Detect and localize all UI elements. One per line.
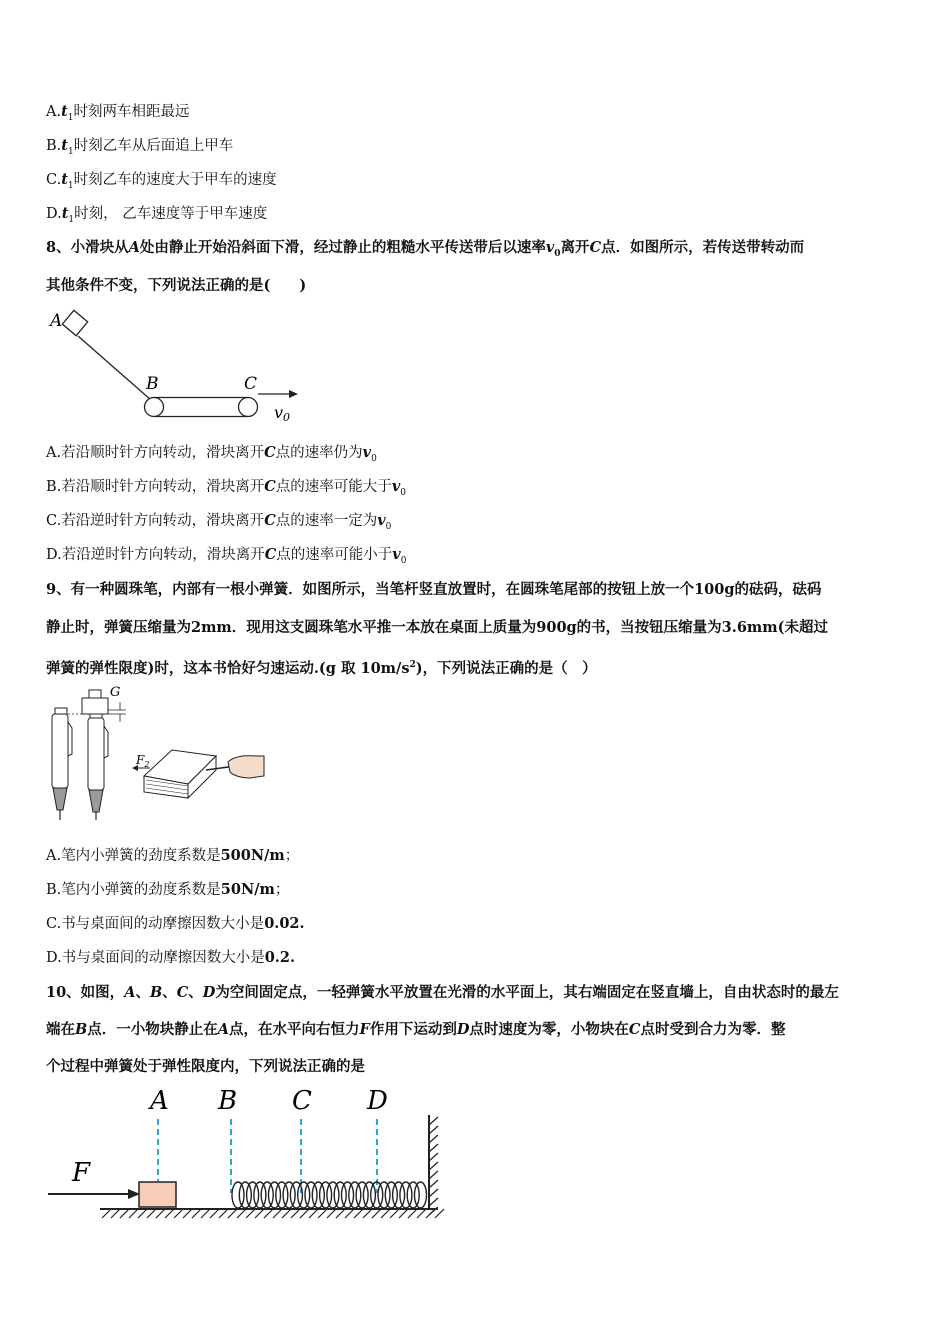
- point-d: D: [456, 1021, 470, 1038]
- label-a: A: [150, 1086, 169, 1116]
- spring-coil: [276, 1182, 288, 1208]
- ground-hatch-line: [273, 1209, 282, 1218]
- spring-coil: [356, 1182, 368, 1208]
- label-f: F: [72, 1158, 91, 1188]
- ground-hatch-line: [138, 1209, 147, 1218]
- option-letter: B.: [46, 882, 62, 898]
- wall-hatch-line: [429, 1153, 438, 1161]
- stem-text: 端在: [46, 1021, 75, 1038]
- stem-text: 点．如图所示，若传送带转动而: [601, 239, 805, 256]
- ground-hatch-line: [363, 1209, 372, 1218]
- ground-hatch-line: [156, 1209, 165, 1218]
- left-roller: [145, 398, 164, 417]
- label-b: B: [146, 374, 159, 394]
- option-text: 点的速率仍为: [275, 445, 363, 461]
- wall-hatch-line: [429, 1144, 438, 1152]
- option-value: 0.2.: [264, 949, 295, 966]
- option-text: 若沿逆时针方向转动，滑块离开: [61, 547, 265, 563]
- label-d: D: [367, 1086, 388, 1116]
- pen-right: [88, 714, 108, 820]
- stem-text: 10、如图，: [46, 984, 125, 1001]
- ground-hatch-line: [147, 1209, 156, 1218]
- spring-coil: [342, 1182, 354, 1208]
- stem-text: 其他条件不变，下列说法正确的是( ): [46, 277, 307, 294]
- point-c: C: [264, 546, 277, 563]
- q9-stem-line3: [46, 655, 597, 679]
- spring-coil: [385, 1182, 397, 1208]
- option-text: 点的速率一定为: [275, 513, 378, 529]
- spring-coil: [407, 1182, 419, 1208]
- label-f2: $F_2$: [136, 753, 150, 769]
- q10-stem-line2: [46, 1020, 785, 1040]
- option-letter: D.: [46, 547, 62, 563]
- stem-text: 9、有一种圆珠笔，内部有一根小弹簧．如图所示，当笔杆竖直放置时，在圆珠笔尾部的按钮上放一个100g的砝码，砝码: [46, 581, 822, 598]
- option-text: 点的速率可能小于: [276, 547, 393, 563]
- subscript: 0: [554, 248, 561, 259]
- variable-t: t: [61, 137, 68, 154]
- wall-hatch-line: [429, 1189, 438, 1197]
- ground-hatch-line: [435, 1209, 444, 1218]
- q8-conveyor-figure: [46, 308, 316, 428]
- ground-hatch-line: [372, 1209, 381, 1218]
- q7-option-a[interactable]: [46, 102, 190, 128]
- q9-option-a[interactable]: [46, 846, 299, 866]
- q7-option-c[interactable]: [46, 170, 277, 196]
- ground-hatch-line: [291, 1209, 300, 1218]
- option-letter: C.: [46, 172, 62, 188]
- spring-coil: [247, 1182, 259, 1208]
- q9-option-d[interactable]: [46, 948, 295, 968]
- spring-coil: [283, 1182, 295, 1208]
- subscript: 0: [385, 521, 392, 532]
- right-roller: [239, 398, 258, 417]
- spring-coil: [393, 1182, 405, 1208]
- stem-text: 处由静止开始沿斜面下滑，经过静止的粗糙水平传送带后以速率: [139, 239, 546, 256]
- force-arrow-head: [128, 1189, 140, 1199]
- stem-text: 点，在水平向右恒力: [229, 1021, 360, 1038]
- q9-stem-line2: [46, 618, 828, 638]
- spring-coil: [239, 1182, 251, 1208]
- q7-option-b[interactable]: [46, 136, 233, 162]
- option-value: 50N/m: [220, 881, 275, 898]
- variable-v: v: [377, 512, 386, 529]
- ground-hatch-line: [174, 1209, 183, 1218]
- point-a: A: [128, 239, 140, 256]
- label-v0: v0: [274, 403, 291, 424]
- q8-option-d[interactable]: [46, 545, 406, 571]
- spring-coil: [415, 1182, 427, 1208]
- wall-hatch-line: [429, 1180, 438, 1188]
- spring-coil: [261, 1182, 273, 1208]
- label-a: A: [50, 311, 63, 331]
- ground-hatch-line: [165, 1209, 174, 1218]
- option-text: 笔内小弹簧的劲度系数是: [61, 848, 221, 864]
- ground-hatch-line: [237, 1209, 246, 1218]
- subscript: 1: [67, 146, 74, 157]
- point-c: C: [264, 444, 276, 461]
- option-text: 若沿逆时针方向转动，滑块离开: [61, 513, 265, 529]
- option-text: 书与桌面间的动摩擦因数大小是: [61, 916, 265, 932]
- ground-hatch-line: [111, 1209, 120, 1218]
- label-c: C: [292, 1086, 312, 1116]
- ground-hatch-line: [309, 1209, 318, 1218]
- wall-hatch: [429, 1117, 438, 1215]
- option-text: 书与桌面间的动摩擦因数大小是: [61, 950, 265, 966]
- option-letter: D.: [46, 950, 62, 966]
- spring-coil: [334, 1182, 346, 1208]
- point-c: C: [264, 512, 276, 529]
- force-f: F: [359, 1021, 370, 1038]
- stem-text: 为空间固定点，一轻弹簧水平放置在光滑的水平面上，其右端固定在竖直墙上，自由状态时的最左: [215, 984, 839, 1001]
- ground-hatch-line: [390, 1209, 399, 1218]
- separator: 、: [162, 984, 177, 1001]
- option-tail: ；: [284, 848, 300, 864]
- subscript: 1: [68, 214, 75, 225]
- ground-hatch-line: [399, 1209, 408, 1218]
- spring-coil: [363, 1182, 375, 1208]
- q8-stem-line1: [46, 238, 804, 264]
- point-d: D: [202, 984, 216, 1001]
- option-text: 时刻乙车的速度大于甲车的速度: [73, 172, 277, 188]
- point-b: B: [75, 1021, 88, 1038]
- q10-stem-line1: [46, 983, 839, 1003]
- ground-hatch-line: [381, 1209, 390, 1218]
- option-letter: B.: [46, 479, 62, 495]
- ground-hatch-line: [417, 1209, 426, 1218]
- ground-hatch-line: [264, 1209, 273, 1218]
- wall-hatch-line: [429, 1135, 438, 1143]
- ground-hatch-line: [192, 1209, 201, 1218]
- wall-hatch-line: [429, 1126, 438, 1134]
- block: [139, 1182, 176, 1207]
- incline-line: [78, 336, 151, 400]
- ground-hatch-line: [183, 1209, 192, 1218]
- ground-hatch-line: [219, 1209, 228, 1218]
- stem-text: 作用下运动到: [369, 1021, 457, 1038]
- option-letter: B.: [46, 138, 62, 154]
- separator: 、: [135, 984, 150, 1001]
- ground-hatch-line: [354, 1209, 363, 1218]
- ground-hatch-line: [426, 1209, 435, 1218]
- variable-v: v: [362, 444, 372, 461]
- spring-coil: [269, 1182, 281, 1208]
- spring: [232, 1182, 427, 1208]
- spring-coil: [312, 1182, 324, 1208]
- stem-text: 点时受到合力为零．整: [640, 1021, 786, 1038]
- arrow-head: [289, 390, 298, 398]
- point-c: C: [176, 984, 189, 1001]
- spring-coil: [349, 1182, 361, 1208]
- option-letter: A.: [46, 445, 62, 461]
- label-b: B: [218, 1086, 238, 1116]
- stem-text: 个过程中弹簧处于弹性限度内，下列说法正确的是: [46, 1058, 365, 1075]
- q10-spring-figure: [40, 1085, 450, 1225]
- spring-coil: [400, 1182, 412, 1208]
- q9-stem-line1: [46, 580, 822, 600]
- option-value: 500N/m: [220, 847, 285, 864]
- variable-v: v: [391, 478, 401, 495]
- spring-coil: [305, 1182, 317, 1208]
- stem-text: 离开: [560, 239, 590, 256]
- ground-hatch-line: [282, 1209, 291, 1218]
- spring-coil: [232, 1182, 244, 1208]
- option-letter: A.: [46, 848, 62, 864]
- point-a: A: [124, 984, 136, 1001]
- hand: [228, 756, 264, 778]
- option-tail: ；: [274, 882, 290, 898]
- book: [144, 750, 216, 798]
- subscript: 0: [371, 453, 377, 464]
- q10-stem-line3: [46, 1057, 365, 1077]
- superscript: 2: [409, 660, 416, 670]
- stem-text: 8、小滑块从: [46, 239, 129, 256]
- ground-hatch-line: [120, 1209, 129, 1218]
- ground-hatch-line: [318, 1209, 327, 1218]
- q8-option-a[interactable]: [46, 443, 377, 469]
- q8-option-c[interactable]: [46, 511, 391, 537]
- variable-v: v: [392, 546, 401, 563]
- q8-stem-line2: [46, 276, 306, 296]
- stem-text: 点．一小物块静止在: [87, 1021, 218, 1038]
- option-text: 时刻乙车从后面追上甲车: [73, 138, 234, 154]
- stem-text: 点时速度为零，小物块在: [469, 1021, 629, 1038]
- option-text: 若沿顺时针方向转动，滑块离开: [61, 479, 265, 495]
- variable-t: t: [61, 205, 69, 222]
- option-text: 若沿顺时针方向转动，滑块离开: [61, 445, 265, 461]
- label-g: G: [110, 685, 121, 700]
- ground-hatch-line: [129, 1209, 138, 1218]
- q9-option-c[interactable]: [46, 914, 305, 934]
- q9-option-b[interactable]: [46, 880, 289, 900]
- option-letter: A.: [46, 104, 62, 120]
- option-letter: C.: [46, 916, 62, 932]
- ground-hatch-line: [201, 1209, 210, 1218]
- pen-left: [52, 708, 72, 820]
- point-c: C: [264, 478, 276, 495]
- option-value: 0.02.: [264, 915, 305, 932]
- ground-hatch: [102, 1209, 444, 1218]
- point-c: C: [628, 1021, 641, 1038]
- wall-hatch-line: [429, 1117, 438, 1125]
- ground-hatch-line: [300, 1209, 309, 1218]
- subscript: 1: [67, 112, 74, 123]
- stem-text: 静止时，弹簧压缩量为2mm．现用这支圆珠笔水平推一本放在桌面上质量为900g的书，当按钮压缩量为3.6mm(未超过: [46, 619, 828, 636]
- wall-hatch-line: [429, 1162, 438, 1170]
- stem-text: 弹簧的弹性限度)时，这本书恰好匀速运动.(g 取 10m/s: [46, 659, 410, 677]
- variable-t: t: [61, 171, 68, 188]
- spring-coil: [290, 1182, 302, 1208]
- subscript: 0: [400, 555, 407, 566]
- wall-hatch-line: [429, 1171, 438, 1179]
- option-text: 时刻两车相距最远: [73, 104, 190, 120]
- q7-option-d[interactable]: [46, 204, 267, 230]
- point-a: A: [217, 1021, 230, 1038]
- separator: 、: [188, 984, 203, 1001]
- spring-coil: [327, 1182, 339, 1208]
- ground-hatch-line: [336, 1209, 345, 1218]
- ground-hatch-line: [255, 1209, 264, 1218]
- point-c: C: [589, 239, 602, 256]
- ground-hatch-line: [408, 1209, 417, 1218]
- spring-coil: [371, 1182, 383, 1208]
- ground-hatch-line: [246, 1209, 255, 1218]
- subscript: 1: [67, 180, 74, 191]
- spring-coil: [320, 1182, 332, 1208]
- q8-option-b[interactable]: [46, 477, 406, 503]
- ground-hatch-line: [327, 1209, 336, 1218]
- option-letter: C.: [46, 513, 62, 529]
- spring-coil: [254, 1182, 266, 1208]
- q9-pen-figure: [46, 684, 276, 824]
- ground-hatch-line: [345, 1209, 354, 1218]
- point-b: B: [149, 984, 163, 1001]
- option-text: 点的速率可能大于: [275, 479, 392, 495]
- variable-t: t: [61, 103, 68, 120]
- weight-g: [82, 690, 108, 714]
- option-text: 时刻， 乙车速度等于甲车速度: [74, 206, 268, 222]
- ground-hatch-line: [228, 1209, 237, 1218]
- stem-text: )，下列说法正确的是（ ）: [415, 659, 597, 677]
- slider-block: [62, 310, 87, 335]
- option-text: 笔内小弹簧的劲度系数是: [61, 882, 221, 898]
- option-letter: D.: [46, 206, 62, 222]
- spring-coil: [378, 1182, 390, 1208]
- ground-hatch-line: [210, 1209, 219, 1218]
- subscript: 0: [400, 487, 406, 498]
- spring-coil: [298, 1182, 310, 1208]
- wall-hatch-line: [429, 1198, 438, 1206]
- label-c: C: [244, 374, 258, 394]
- ground-hatch-line: [102, 1209, 111, 1218]
- variable-v: v: [545, 239, 555, 256]
